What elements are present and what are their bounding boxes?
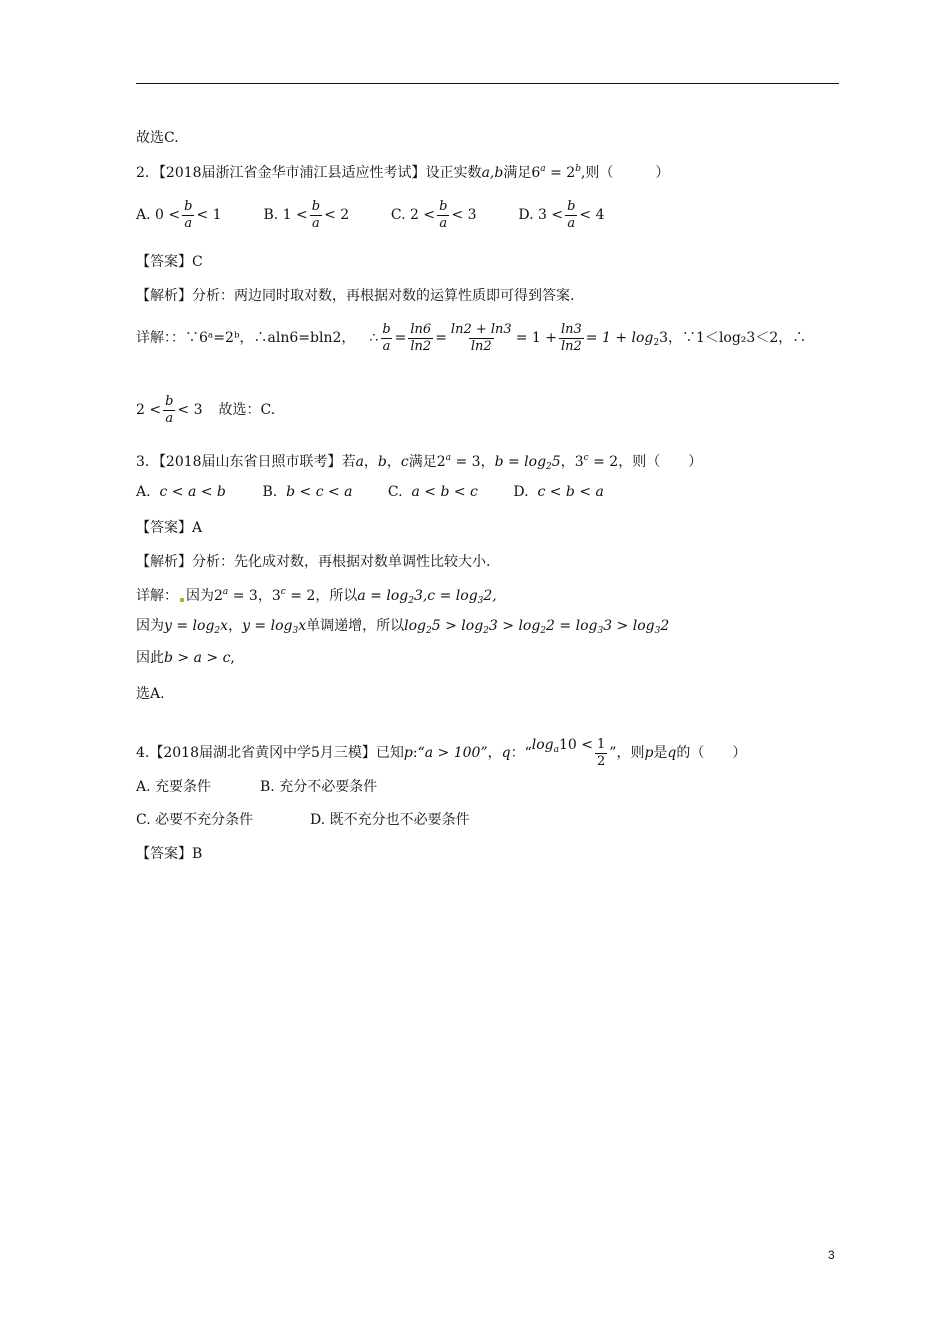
q2-vars: a,b bbox=[481, 165, 504, 181]
header-rule bbox=[136, 83, 839, 84]
q3-option-c: C. a < b < c bbox=[387, 484, 478, 500]
q2-stem-text2: 满足 bbox=[503, 165, 532, 181]
q2-detail-prefix: 详解：：∵6ᵃ=2ᵇ，∴aln6=bln2， bbox=[136, 330, 356, 346]
q2-detail: 详解：：∵6ᵃ=2ᵇ，∴aln6=bln2， ∴ $\frac{b}{a}$ = $\frac{\ln 6}{\ln 2}$ = $\frac{\ln 2 + \ln 3}{\ln 2}$ = 1 + $\frac{\ln 3}{\ln 2}$ = $1 + \log_23$，∵1＜log₂3＜2，∴ bbox=[136, 321, 807, 354]
q2-options bbox=[136, 198, 605, 232]
q3-option-b: B. b < c < a bbox=[262, 484, 353, 500]
q3-detail-1: 详解： 因为$2^a = 3$，$3^c = 2$，所以$a = \log_23,c = \log_32$, bbox=[136, 587, 497, 606]
q2-tail: ,则（ ） bbox=[580, 165, 670, 181]
q3-option-a: A. c < a < b bbox=[136, 484, 226, 500]
q3-detail-3: 因此b > a > c, bbox=[136, 650, 235, 666]
q2-condition: $6^a = 2^b$ bbox=[531, 164, 581, 181]
q3-log-chain: $\log_25 > \log_23 > \log_22 = \log_33 > \log_32$ bbox=[404, 618, 670, 636]
q4-option-d: D. 既不充分也不必要条件 bbox=[310, 812, 470, 828]
q2-final: 2 < $\frac{b}{a}$ < 3 故选：C. bbox=[136, 393, 276, 426]
q3-stem: 3．【2018届山东省日照市联考】若a，b，c满足$2^a = 3$，$b = \log_25$，$3^c = 2$，则（ ） bbox=[136, 453, 703, 472]
q4-options-row2 bbox=[136, 810, 470, 830]
q3-number: 3． bbox=[136, 454, 159, 470]
q3-analysis: 【解析】分析：先化成对数，再根据对数单调性比较大小. bbox=[136, 554, 491, 570]
q4-stem: 4.【2018届湖北省黄冈中学5月三模】已知p:“a > 100”，q：“$\log_a10$ < $\frac{1}{2}$ ”，则p是q的（ ） bbox=[136, 736, 747, 769]
q2-analysis: 【解析】分析：两边同时取对数，再根据对数的运算性质即可得到答案. bbox=[136, 288, 575, 304]
prev-conclusion: 故选C. bbox=[136, 130, 179, 146]
q3-answer: 【答案】A bbox=[136, 520, 203, 536]
q2-option-b: B. 1 < $\frac{b}{a}$ < 2 bbox=[263, 198, 350, 231]
q4-source: 【2018届湖北省黄冈中学5月三模】 bbox=[149, 745, 376, 761]
q3-detail-2: 因为$y = \log_2x$，$y = \log_3x$单调递增，所以$\log_25 > \log_23 > \log_22 = \log_33 > \log_32$ bbox=[136, 618, 670, 636]
q2-stem bbox=[136, 163, 669, 183]
q2-stem-text: 设正实数 bbox=[425, 165, 482, 181]
q2-source: 【2018届浙江省金华市浦江县适应性考试】 bbox=[158, 165, 426, 181]
q2-answer: 【答案】C bbox=[136, 254, 203, 270]
q3-choose: 选A. bbox=[136, 686, 165, 702]
q4-option-a: A. 充要条件 bbox=[136, 779, 212, 795]
q4-number: 4. bbox=[136, 745, 150, 761]
q4-option-c: C. 必要不充分条件 bbox=[136, 812, 254, 828]
q3-option-d: D. c < b < a bbox=[513, 484, 604, 500]
q4-option-b: B. 充分不必要条件 bbox=[260, 779, 378, 795]
q2-option-c: C. 2 < $\frac{b}{a}$ < 3 bbox=[390, 198, 477, 231]
edit-mark bbox=[180, 598, 184, 602]
q2-option-d: D. 3 < $\frac{b}{a}$ < 4 bbox=[518, 198, 605, 231]
q4-answer: 【答案】B bbox=[136, 846, 203, 862]
page-number: 3 bbox=[828, 1248, 835, 1262]
q2-detail-tail: ，∵1＜log₂3＜2，∴ bbox=[668, 330, 807, 346]
q2-final-choose: 故选：C. bbox=[218, 402, 276, 418]
q3-source: 【2018届山东省日照市联考】 bbox=[158, 454, 342, 470]
q3-options bbox=[136, 482, 604, 502]
q4-options-row1 bbox=[136, 777, 377, 797]
q2-option-a: A. 0 < $\frac{b}{a}$ < 1 bbox=[136, 198, 222, 231]
q2-number: 2． bbox=[136, 165, 159, 181]
